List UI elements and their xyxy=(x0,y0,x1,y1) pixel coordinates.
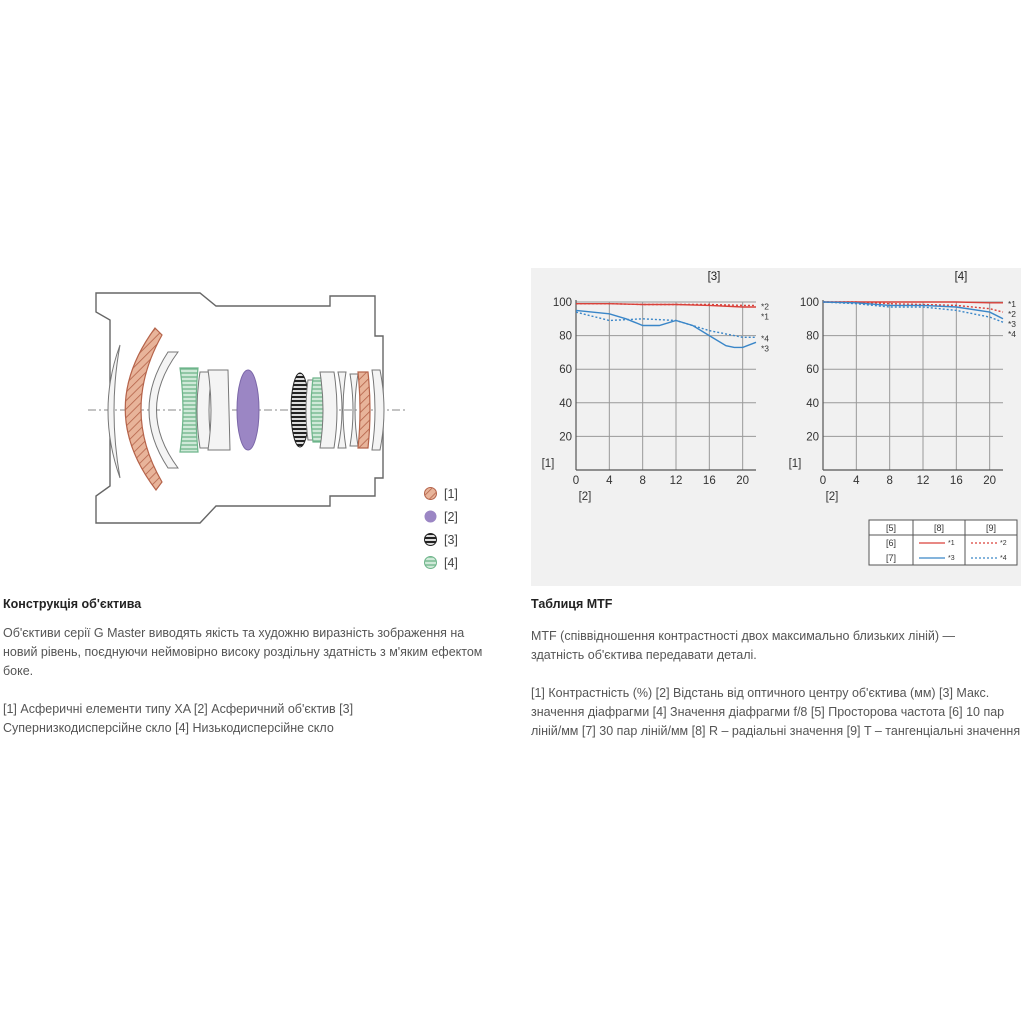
y-tick-label: 100 xyxy=(799,297,819,309)
legend-item-3 xyxy=(424,528,484,551)
x-axis-marker: [2] xyxy=(578,491,592,503)
y-tick-label: 20 xyxy=(559,431,572,444)
legend-table-header: [5] xyxy=(885,523,897,533)
x-tick-label: 4 xyxy=(853,475,860,487)
chart-title: [3] xyxy=(707,271,721,283)
x-axis-marker: [2] xyxy=(825,491,839,503)
series-line-star4 xyxy=(576,312,756,337)
mtf-charts xyxy=(531,268,1021,586)
ed-element-1 xyxy=(180,368,198,452)
xa-element-swatch-icon xyxy=(424,487,437,500)
legend-label: [1] xyxy=(444,486,458,501)
series-end-label: *4 xyxy=(1008,328,1017,339)
y-tick-label: 80 xyxy=(559,330,572,343)
x-tick-label: 20 xyxy=(983,475,997,487)
x-tick-label: 8 xyxy=(886,475,893,487)
series-end-label: *2 xyxy=(1008,308,1017,319)
x-tick-label: 16 xyxy=(702,475,716,487)
legend-label: [3] xyxy=(444,532,458,547)
y-tick-label: 80 xyxy=(806,330,819,343)
super-ed-swatch-icon xyxy=(424,533,437,546)
legend-swatch-label: *2 xyxy=(1000,540,1007,547)
series-end-label: *1 xyxy=(761,311,770,322)
series-end-label: *3 xyxy=(1008,318,1017,329)
legend-table-row-label: [7] xyxy=(885,553,897,563)
rear-element-2 xyxy=(320,372,337,448)
group-element-2 xyxy=(208,370,230,450)
legend-label: [4] xyxy=(444,555,458,570)
y-tick-label: 60 xyxy=(559,364,572,377)
y-tick-label: 40 xyxy=(806,397,819,410)
y-tick-label: 100 xyxy=(552,297,572,309)
x-tick-label: 16 xyxy=(949,475,963,487)
x-tick-label: 20 xyxy=(736,475,750,487)
x-tick-label: 0 xyxy=(572,475,580,487)
series-line-star3 xyxy=(576,310,756,347)
y-tick-label: 60 xyxy=(806,364,819,377)
y-axis-marker: [1] xyxy=(788,458,802,470)
mtf-section-description: MTF (співвідношення контрастності двох максимально близьких ліній) — здатність об'єктива передавати деталі. xyxy=(531,629,956,662)
series-end-label: *4 xyxy=(761,333,770,344)
ed-swatch-icon xyxy=(424,556,437,569)
series-end-label: *2 xyxy=(761,301,770,312)
chart-title: [4] xyxy=(954,271,968,283)
legend-swatch-label: *1 xyxy=(948,540,955,547)
mtf-section-title: Таблиця MTF xyxy=(531,597,613,611)
lens-section-description: Об'єктиви серії G Master виводять якість та художню виразність зображення на новий рівень, поєднуючи неймовірно високу роздільну здатність з м'яким ефектом боке. xyxy=(3,626,483,678)
mtf-chart-panel xyxy=(531,268,1021,586)
legend-label: [2] xyxy=(444,509,458,524)
legend-item-1 xyxy=(424,482,484,505)
legend-table-header: [8] xyxy=(933,523,945,533)
y-axis-marker: [1] xyxy=(541,458,555,470)
legend-item-2 xyxy=(424,505,484,528)
legend-swatch-label: *3 xyxy=(948,555,955,562)
series-end-label: *3 xyxy=(761,343,770,354)
lens-legend xyxy=(424,482,484,574)
lens-section-notes: [1] Асферичні елементи типу XA [2] Асферичний об'єктив [3] Супернизкодисперсійне скло [4] Низькодисперсійне скло xyxy=(3,702,354,735)
legend-table-row-label: [6] xyxy=(885,538,897,548)
lens-section-title: Конструкція об'єктива xyxy=(3,597,142,611)
legend-swatch-label: *4 xyxy=(1000,555,1007,562)
rear-element-5 xyxy=(372,370,384,450)
aspherical-swatch-icon xyxy=(424,510,437,523)
x-tick-label: 12 xyxy=(916,475,930,487)
legend-table-header: [9] xyxy=(985,523,997,533)
y-tick-label: 20 xyxy=(806,431,819,444)
x-tick-label: 8 xyxy=(639,475,646,487)
mtf-section-notes: [1] Контрастність (%) [2] Відстань від оптичного центру об'єктива (мм) [3] Макс. значення діафрагми [4] Значення діафрагми f/8 [5] Просторова частота [6] 10 пар ліній/мм [7] 30 пар ліній/мм [8] R – радіальні значення [9] T – тангенціальні значення xyxy=(531,686,1021,738)
x-tick-label: 4 xyxy=(606,475,613,487)
series-line-star3 xyxy=(823,302,1003,319)
legend-item-4 xyxy=(424,551,484,574)
xa-aspherical-rear xyxy=(358,372,370,448)
y-tick-label: 40 xyxy=(559,397,572,410)
x-tick-label: 0 xyxy=(819,475,827,487)
series-end-label: *1 xyxy=(1008,298,1017,309)
aspherical-element xyxy=(237,370,259,450)
x-tick-label: 12 xyxy=(669,475,683,487)
